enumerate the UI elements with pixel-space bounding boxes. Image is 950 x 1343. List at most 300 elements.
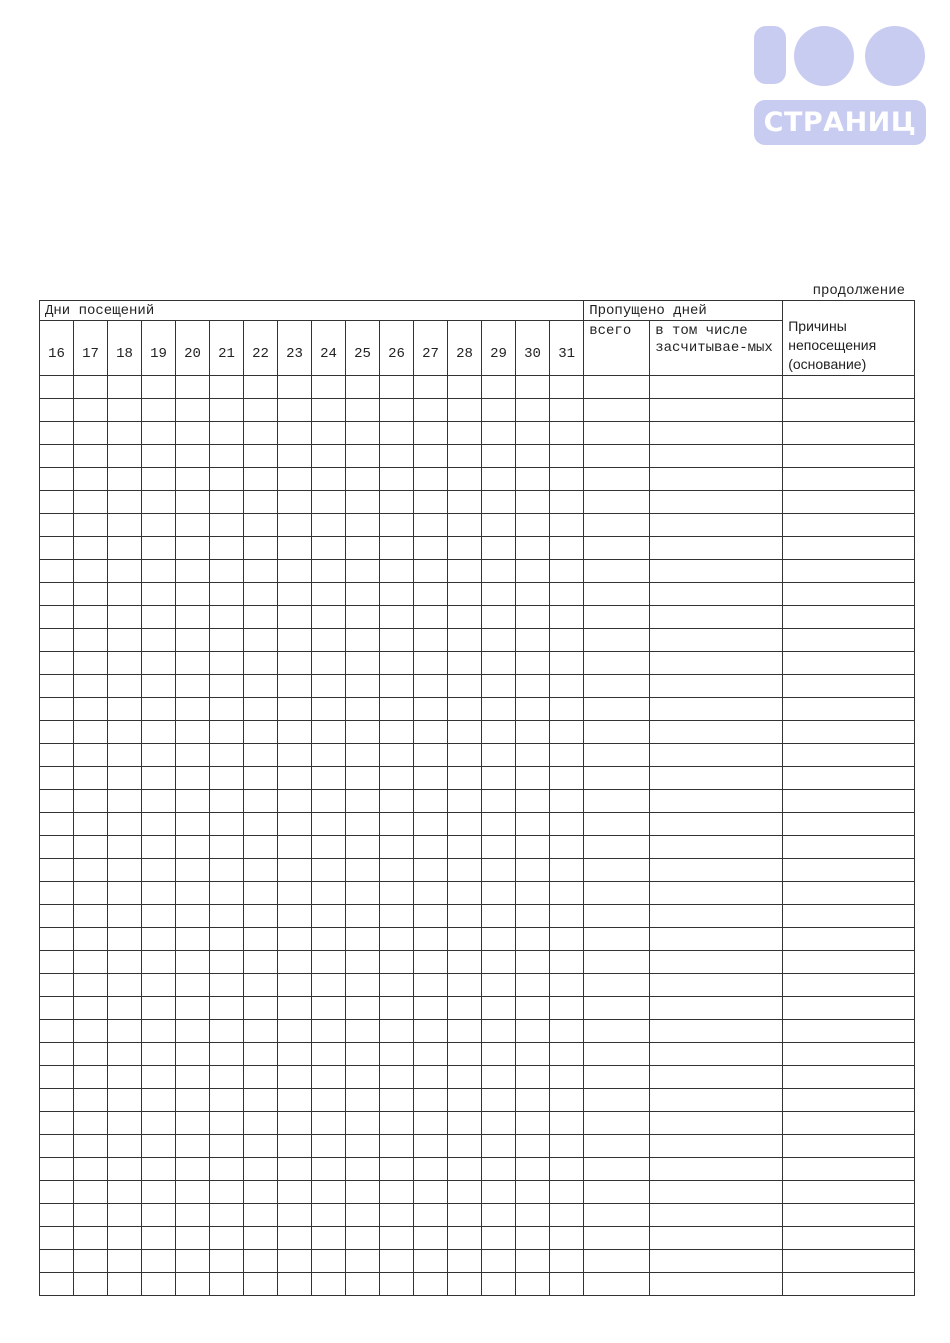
table-cell[interactable]: [783, 1181, 915, 1204]
table-cell[interactable]: [108, 698, 142, 721]
table-cell[interactable]: [108, 537, 142, 560]
table-cell[interactable]: [346, 744, 380, 767]
table-cell[interactable]: [346, 951, 380, 974]
table-cell[interactable]: [312, 997, 346, 1020]
table-cell[interactable]: [414, 721, 448, 744]
table-cell[interactable]: [74, 445, 108, 468]
table-cell[interactable]: [210, 514, 244, 537]
table-cell[interactable]: [550, 491, 584, 514]
table-cell[interactable]: [278, 721, 312, 744]
table-cell[interactable]: [448, 629, 482, 652]
table-cell[interactable]: [176, 468, 210, 491]
table-cell[interactable]: [176, 767, 210, 790]
table-cell[interactable]: [142, 491, 176, 514]
table-cell[interactable]: [142, 399, 176, 422]
table-cell[interactable]: [74, 468, 108, 491]
table-cell[interactable]: [516, 721, 550, 744]
table-cell[interactable]: [74, 698, 108, 721]
table-cell[interactable]: [650, 744, 783, 767]
table-cell[interactable]: [414, 399, 448, 422]
table-cell[interactable]: [414, 882, 448, 905]
table-cell[interactable]: [584, 606, 650, 629]
table-cell[interactable]: [346, 813, 380, 836]
table-cell[interactable]: [584, 422, 650, 445]
table-cell[interactable]: [142, 652, 176, 675]
table-cell[interactable]: [176, 859, 210, 882]
table-cell[interactable]: [40, 399, 74, 422]
table-cell[interactable]: [448, 652, 482, 675]
table-cell[interactable]: [74, 974, 108, 997]
table-cell[interactable]: [482, 1158, 516, 1181]
table-cell[interactable]: [414, 468, 448, 491]
table-cell[interactable]: [516, 583, 550, 606]
table-cell[interactable]: [650, 445, 783, 468]
table-cell[interactable]: [108, 445, 142, 468]
table-cell[interactable]: [482, 1227, 516, 1250]
table-cell[interactable]: [74, 859, 108, 882]
table-cell[interactable]: [142, 1043, 176, 1066]
table-cell[interactable]: [40, 675, 74, 698]
table-cell[interactable]: [516, 974, 550, 997]
table-cell[interactable]: [210, 698, 244, 721]
table-cell[interactable]: [142, 905, 176, 928]
table-cell[interactable]: [650, 1135, 783, 1158]
table-cell[interactable]: [414, 790, 448, 813]
table-cell[interactable]: [142, 1089, 176, 1112]
table-cell[interactable]: [210, 813, 244, 836]
table-cell[interactable]: [40, 1204, 74, 1227]
table-cell[interactable]: [650, 1227, 783, 1250]
table-cell[interactable]: [550, 629, 584, 652]
table-cell[interactable]: [650, 721, 783, 744]
table-cell[interactable]: [584, 1273, 650, 1296]
table-cell[interactable]: [783, 422, 915, 445]
table-cell[interactable]: [210, 744, 244, 767]
table-cell[interactable]: [448, 583, 482, 606]
table-cell[interactable]: [108, 1250, 142, 1273]
table-cell[interactable]: [210, 583, 244, 606]
table-cell[interactable]: [278, 491, 312, 514]
table-cell[interactable]: [142, 997, 176, 1020]
table-cell[interactable]: [346, 376, 380, 399]
table-cell[interactable]: [312, 744, 346, 767]
table-cell[interactable]: [650, 422, 783, 445]
table-cell[interactable]: [516, 1204, 550, 1227]
table-cell[interactable]: [142, 1181, 176, 1204]
table-cell[interactable]: [380, 767, 414, 790]
table-cell[interactable]: [278, 1181, 312, 1204]
table-cell[interactable]: [40, 1227, 74, 1250]
table-cell[interactable]: [176, 1181, 210, 1204]
table-cell[interactable]: [380, 790, 414, 813]
table-cell[interactable]: [380, 997, 414, 1020]
table-cell[interactable]: [414, 1020, 448, 1043]
table-cell[interactable]: [516, 1181, 550, 1204]
table-cell[interactable]: [650, 1181, 783, 1204]
table-cell[interactable]: [516, 629, 550, 652]
table-cell[interactable]: [176, 951, 210, 974]
table-cell[interactable]: [210, 652, 244, 675]
table-cell[interactable]: [783, 905, 915, 928]
table-cell[interactable]: [380, 675, 414, 698]
table-cell[interactable]: [414, 698, 448, 721]
table-cell[interactable]: [584, 1181, 650, 1204]
table-cell[interactable]: [40, 744, 74, 767]
table-cell[interactable]: [482, 721, 516, 744]
table-cell[interactable]: [312, 1066, 346, 1089]
table-cell[interactable]: [584, 1020, 650, 1043]
table-cell[interactable]: [40, 698, 74, 721]
table-cell[interactable]: [448, 951, 482, 974]
table-cell[interactable]: [142, 836, 176, 859]
table-cell[interactable]: [650, 905, 783, 928]
table-cell[interactable]: [783, 698, 915, 721]
table-cell[interactable]: [210, 1020, 244, 1043]
table-cell[interactable]: [74, 583, 108, 606]
table-cell[interactable]: [278, 951, 312, 974]
table-cell[interactable]: [414, 1066, 448, 1089]
table-cell[interactable]: [482, 859, 516, 882]
table-cell[interactable]: [210, 974, 244, 997]
table-cell[interactable]: [584, 744, 650, 767]
table-cell[interactable]: [244, 974, 278, 997]
table-cell[interactable]: [584, 1158, 650, 1181]
table-cell[interactable]: [210, 1204, 244, 1227]
table-cell[interactable]: [482, 422, 516, 445]
table-cell[interactable]: [346, 905, 380, 928]
table-cell[interactable]: [650, 675, 783, 698]
table-cell[interactable]: [380, 951, 414, 974]
table-cell[interactable]: [40, 1273, 74, 1296]
table-cell[interactable]: [312, 721, 346, 744]
table-cell[interactable]: [176, 698, 210, 721]
table-cell[interactable]: [550, 1020, 584, 1043]
table-cell[interactable]: [584, 1227, 650, 1250]
table-cell[interactable]: [516, 882, 550, 905]
table-cell[interactable]: [210, 882, 244, 905]
table-cell[interactable]: [482, 767, 516, 790]
table-cell[interactable]: [380, 1135, 414, 1158]
table-cell[interactable]: [244, 422, 278, 445]
table-cell[interactable]: [414, 767, 448, 790]
table-cell[interactable]: [278, 974, 312, 997]
table-cell[interactable]: [74, 1089, 108, 1112]
table-cell[interactable]: [414, 1181, 448, 1204]
table-cell[interactable]: [210, 951, 244, 974]
table-cell[interactable]: [346, 560, 380, 583]
table-cell[interactable]: [550, 951, 584, 974]
table-cell[interactable]: [448, 537, 482, 560]
table-cell[interactable]: [210, 997, 244, 1020]
table-cell[interactable]: [142, 721, 176, 744]
table-cell[interactable]: [278, 399, 312, 422]
table-cell[interactable]: [650, 997, 783, 1020]
table-cell[interactable]: [584, 928, 650, 951]
table-cell[interactable]: [380, 606, 414, 629]
table-cell[interactable]: [210, 1250, 244, 1273]
table-cell[interactable]: [516, 445, 550, 468]
table-cell[interactable]: [74, 629, 108, 652]
table-cell[interactable]: [783, 560, 915, 583]
table-cell[interactable]: [380, 1066, 414, 1089]
table-cell[interactable]: [210, 1043, 244, 1066]
table-cell[interactable]: [176, 721, 210, 744]
table-cell[interactable]: [550, 376, 584, 399]
table-cell[interactable]: [74, 422, 108, 445]
table-cell[interactable]: [346, 445, 380, 468]
table-cell[interactable]: [142, 422, 176, 445]
table-cell[interactable]: [244, 376, 278, 399]
table-cell[interactable]: [244, 560, 278, 583]
table-cell[interactable]: [380, 721, 414, 744]
table-cell[interactable]: [414, 1089, 448, 1112]
table-cell[interactable]: [448, 445, 482, 468]
table-cell[interactable]: [40, 859, 74, 882]
table-cell[interactable]: [244, 951, 278, 974]
table-cell[interactable]: [346, 790, 380, 813]
table-cell[interactable]: [516, 1135, 550, 1158]
table-cell[interactable]: [346, 1089, 380, 1112]
table-cell[interactable]: [380, 583, 414, 606]
table-cell[interactable]: [414, 491, 448, 514]
table-cell[interactable]: [414, 376, 448, 399]
table-cell[interactable]: [278, 928, 312, 951]
table-cell[interactable]: [210, 606, 244, 629]
table-cell[interactable]: [448, 376, 482, 399]
table-cell[interactable]: [482, 1043, 516, 1066]
table-cell[interactable]: [108, 928, 142, 951]
table-cell[interactable]: [176, 399, 210, 422]
table-cell[interactable]: [482, 445, 516, 468]
table-cell[interactable]: [414, 1043, 448, 1066]
table-cell[interactable]: [244, 928, 278, 951]
table-cell[interactable]: [244, 491, 278, 514]
table-cell[interactable]: [74, 951, 108, 974]
table-cell[interactable]: [584, 859, 650, 882]
table-cell[interactable]: [278, 790, 312, 813]
table-cell[interactable]: [516, 652, 550, 675]
table-cell[interactable]: [244, 468, 278, 491]
table-cell[interactable]: [346, 1250, 380, 1273]
table-cell[interactable]: [244, 744, 278, 767]
table-cell[interactable]: [312, 1158, 346, 1181]
table-cell[interactable]: [550, 1066, 584, 1089]
table-cell[interactable]: [244, 1112, 278, 1135]
table-cell[interactable]: [142, 813, 176, 836]
table-cell[interactable]: [482, 951, 516, 974]
table-cell[interactable]: [210, 1181, 244, 1204]
table-cell[interactable]: [584, 836, 650, 859]
table-cell[interactable]: [278, 422, 312, 445]
table-cell[interactable]: [74, 1043, 108, 1066]
table-cell[interactable]: [650, 1273, 783, 1296]
table-cell[interactable]: [210, 468, 244, 491]
table-cell[interactable]: [108, 468, 142, 491]
table-cell[interactable]: [244, 514, 278, 537]
table-cell[interactable]: [550, 583, 584, 606]
table-cell[interactable]: [346, 491, 380, 514]
table-cell[interactable]: [482, 905, 516, 928]
table-cell[interactable]: [448, 813, 482, 836]
table-cell[interactable]: [482, 1066, 516, 1089]
table-cell[interactable]: [482, 537, 516, 560]
table-cell[interactable]: [278, 813, 312, 836]
table-cell[interactable]: [550, 468, 584, 491]
table-cell[interactable]: [650, 1158, 783, 1181]
table-cell[interactable]: [108, 675, 142, 698]
table-cell[interactable]: [380, 629, 414, 652]
table-cell[interactable]: [278, 1204, 312, 1227]
table-cell[interactable]: [108, 859, 142, 882]
table-cell[interactable]: [783, 767, 915, 790]
table-cell[interactable]: [142, 675, 176, 698]
table-cell[interactable]: [380, 422, 414, 445]
table-cell[interactable]: [448, 1273, 482, 1296]
table-cell[interactable]: [516, 859, 550, 882]
table-cell[interactable]: [516, 744, 550, 767]
table-cell[interactable]: [482, 1181, 516, 1204]
table-cell[interactable]: [380, 928, 414, 951]
table-cell[interactable]: [584, 468, 650, 491]
table-cell[interactable]: [346, 1112, 380, 1135]
table-cell[interactable]: [783, 951, 915, 974]
table-cell[interactable]: [448, 698, 482, 721]
table-cell[interactable]: [482, 514, 516, 537]
table-cell[interactable]: [176, 1112, 210, 1135]
table-cell[interactable]: [448, 422, 482, 445]
table-cell[interactable]: [584, 514, 650, 537]
table-cell[interactable]: [74, 491, 108, 514]
table-cell[interactable]: [244, 1204, 278, 1227]
table-cell[interactable]: [783, 1089, 915, 1112]
table-cell[interactable]: [584, 1250, 650, 1273]
table-cell[interactable]: [346, 629, 380, 652]
table-cell[interactable]: [650, 1020, 783, 1043]
table-cell[interactable]: [783, 928, 915, 951]
table-cell[interactable]: [244, 997, 278, 1020]
table-cell[interactable]: [448, 721, 482, 744]
table-cell[interactable]: [244, 1135, 278, 1158]
table-cell[interactable]: [176, 905, 210, 928]
table-cell[interactable]: [108, 1158, 142, 1181]
table-cell[interactable]: [783, 1250, 915, 1273]
table-cell[interactable]: [516, 767, 550, 790]
table-cell[interactable]: [516, 1043, 550, 1066]
table-cell[interactable]: [312, 836, 346, 859]
table-cell[interactable]: [516, 997, 550, 1020]
table-cell[interactable]: [210, 836, 244, 859]
table-cell[interactable]: [414, 537, 448, 560]
table-cell[interactable]: [210, 1273, 244, 1296]
table-cell[interactable]: [650, 951, 783, 974]
table-cell[interactable]: [783, 1158, 915, 1181]
table-cell[interactable]: [312, 445, 346, 468]
table-cell[interactable]: [448, 1043, 482, 1066]
table-cell[interactable]: [108, 813, 142, 836]
table-cell[interactable]: [550, 698, 584, 721]
table-cell[interactable]: [278, 1112, 312, 1135]
table-cell[interactable]: [550, 445, 584, 468]
table-cell[interactable]: [244, 859, 278, 882]
table-cell[interactable]: [74, 997, 108, 1020]
table-cell[interactable]: [380, 1227, 414, 1250]
table-cell[interactable]: [650, 790, 783, 813]
table-cell[interactable]: [516, 376, 550, 399]
table-cell[interactable]: [516, 422, 550, 445]
table-cell[interactable]: [40, 376, 74, 399]
table-cell[interactable]: [176, 1020, 210, 1043]
table-cell[interactable]: [482, 583, 516, 606]
table-cell[interactable]: [142, 514, 176, 537]
table-cell[interactable]: [482, 836, 516, 859]
table-cell[interactable]: [783, 583, 915, 606]
table-cell[interactable]: [550, 675, 584, 698]
table-cell[interactable]: [244, 583, 278, 606]
table-cell[interactable]: [550, 997, 584, 1020]
table-cell[interactable]: [550, 859, 584, 882]
table-cell[interactable]: [312, 813, 346, 836]
table-cell[interactable]: [414, 629, 448, 652]
table-cell[interactable]: [584, 1089, 650, 1112]
table-cell[interactable]: [210, 1227, 244, 1250]
table-cell[interactable]: [108, 652, 142, 675]
table-cell[interactable]: [108, 583, 142, 606]
table-cell[interactable]: [278, 652, 312, 675]
table-cell[interactable]: [244, 629, 278, 652]
table-cell[interactable]: [74, 790, 108, 813]
table-cell[interactable]: [550, 721, 584, 744]
table-cell[interactable]: [380, 1089, 414, 1112]
table-cell[interactable]: [448, 859, 482, 882]
table-cell[interactable]: [108, 744, 142, 767]
table-cell[interactable]: [380, 836, 414, 859]
table-cell[interactable]: [380, 882, 414, 905]
table-cell[interactable]: [650, 859, 783, 882]
table-cell[interactable]: [142, 974, 176, 997]
table-cell[interactable]: [550, 399, 584, 422]
table-cell[interactable]: [783, 629, 915, 652]
table-cell[interactable]: [40, 1066, 74, 1089]
table-cell[interactable]: [414, 675, 448, 698]
table-cell[interactable]: [516, 560, 550, 583]
table-cell[interactable]: [584, 1066, 650, 1089]
table-cell[interactable]: [414, 1273, 448, 1296]
table-cell[interactable]: [210, 1112, 244, 1135]
table-cell[interactable]: [380, 813, 414, 836]
table-cell[interactable]: [142, 445, 176, 468]
table-cell[interactable]: [550, 1273, 584, 1296]
table-cell[interactable]: [346, 1135, 380, 1158]
table-cell[interactable]: [74, 813, 108, 836]
table-cell[interactable]: [142, 606, 176, 629]
table-cell[interactable]: [108, 1043, 142, 1066]
table-cell[interactable]: [74, 1204, 108, 1227]
table-cell[interactable]: [142, 767, 176, 790]
table-cell[interactable]: [380, 1273, 414, 1296]
table-cell[interactable]: [244, 537, 278, 560]
table-cell[interactable]: [312, 1273, 346, 1296]
table-cell[interactable]: [244, 767, 278, 790]
table-cell[interactable]: [142, 583, 176, 606]
table-cell[interactable]: [176, 1158, 210, 1181]
table-cell[interactable]: [550, 1158, 584, 1181]
table-cell[interactable]: [210, 928, 244, 951]
table-cell[interactable]: [650, 1066, 783, 1089]
table-cell[interactable]: [550, 882, 584, 905]
table-cell[interactable]: [312, 928, 346, 951]
table-cell[interactable]: [40, 491, 74, 514]
table-cell[interactable]: [346, 721, 380, 744]
